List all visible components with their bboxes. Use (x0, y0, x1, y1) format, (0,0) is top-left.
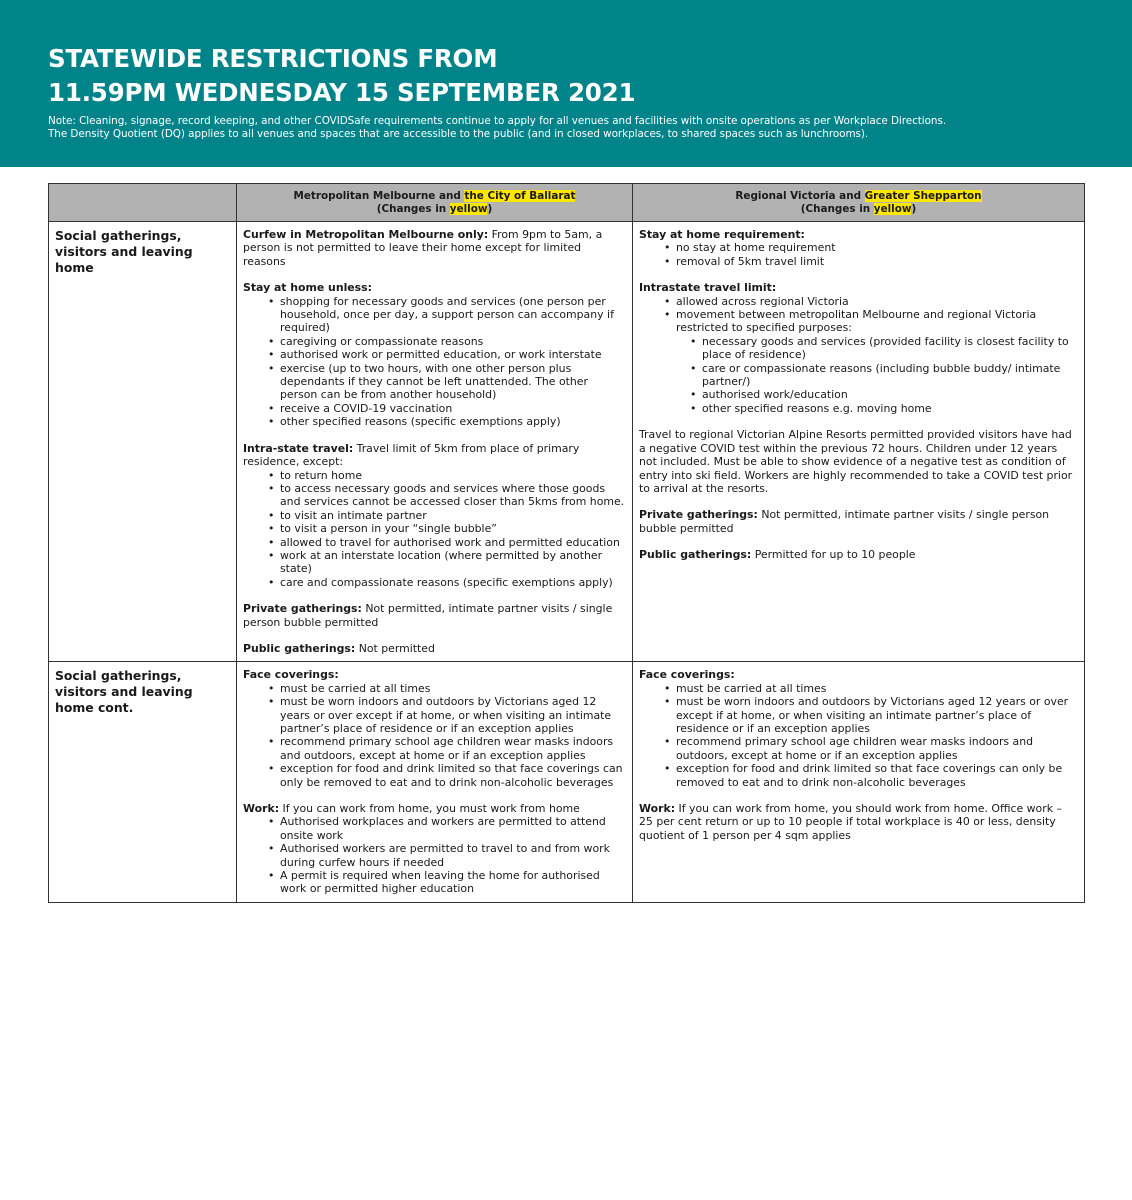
private-gatherings-section: Private gatherings: Not permitted, intimate partner visits / single person bubble permitted (639, 508, 1050, 535)
list-item: • recommend primary school age children wear masks indoors and outdoors, except at home or if an exception applies (268, 735, 626, 762)
list-item: • to visit a person in your “single bubble” (268, 522, 626, 535)
highlight: the City of Ballarat (464, 189, 576, 202)
list-item: • allowed to travel for authorised work and permitted education (268, 536, 626, 549)
list-item: • care and compassionate reasons (specific exemptions apply) (268, 576, 626, 589)
list-item: • authorised work/education (690, 388, 1078, 401)
list-item: • shopping for necessary goods and services (one person per household, once per day, a support person can accompany if required) (268, 295, 626, 335)
list-item: • necessary goods and services (provided facility is closest facility to place of residence) (690, 335, 1078, 362)
corner-cell (49, 184, 237, 222)
public-gatherings-section: Public gatherings: Not permitted (243, 641, 435, 655)
list-item: • care or compassionate reasons (including bubble buddy/ intimate partner/) (690, 362, 1078, 389)
title-line-1: STATEWIDE RESTRICTIONS FROM (48, 44, 498, 73)
stay-at-home-section: Stay at home unless: • shopping for necessary goods and services (one person per household, once per day, a support person can accompany if required) • caregiving or compassionate reasons • authorised work or permitted education, or work interstate • exercise (up to two hours, with one other person plus dependants if they cannot be left unattended. The other person can be from another household) • receive a COVID-19 vaccination • other specified reasons (specific exemptions apply) (243, 281, 626, 428)
list-item: • to visit an intimate partner (268, 509, 626, 522)
list-item: • must be carried at all times (664, 682, 1078, 695)
list-item: • removal of 5km travel limit (664, 255, 1078, 268)
list-item: • allowed across regional Victoria (664, 295, 1078, 308)
column-header-metro: Metropolitan Melbourne and the City of Ballarat (Changes in yellow) (237, 184, 633, 222)
header-banner (0, 0, 1132, 167)
metro-cell (237, 222, 633, 662)
regional-cell (633, 222, 1085, 662)
intrastate-travel-section: Intra-state travel: Travel limit of 5km from place of primary residence, except: • to return home • to access necessary goods and services where those goods and services cannot be accessed closer than 5kms from home. • to visit an intimate partner • to visit a person in your “single bubble” • allowed to travel for authorised work and permitted education • work at an interstate location (where permitted by another state) • care and compassionate reasons (specific exemptions apply) (243, 442, 626, 589)
list-item: • must be worn indoors and outdoors by Victorians aged 12 years or over except if at home, or when visiting an intimate partner’s place of residence or if an exception applies (268, 695, 626, 735)
list-item: • must be carried at all times (268, 682, 626, 695)
highlight: yellow (873, 202, 912, 215)
list-item: • no stay at home requirement (664, 241, 1078, 254)
column-header-regional: Regional Victoria and Greater Shepparton (Changes in yellow) (633, 184, 1085, 222)
list-item: • exception for food and drink limited so that face coverings can only be removed to eat and to drink non-alcoholic beverages (268, 762, 626, 789)
list-item: • other specified reasons (specific exemptions apply) (268, 415, 626, 428)
curfew-section: Curfew in Metropolitan Melbourne only: From 9pm to 5am, a person is not permitted to leave their home except for limited reasons (243, 228, 603, 268)
list-item: • to access necessary goods and services where those goods and services cannot be accessed closer than 5kms from home. (268, 482, 626, 509)
work-section: Work: If you can work from home, you must work from home • Authorised workplaces and workers are permitted to attend onsite work • Authorised workers are permitted to travel to and from work during curfew hours if needed • A permit is required when leaving the home for authorised work or permitted higher education (243, 802, 626, 896)
list-item: • receive a COVID-19 vaccination (268, 402, 626, 415)
highlight: Greater Shepparton (864, 189, 982, 202)
alpine-resorts-text: Travel to regional Victorian Alpine Resorts permitted provided visitors have had a negative COVID test within the previous 72 hours. Children under 12 years not included. Must be able to show evidence of a negative test as condition of entry into ski field. Workers are highly recommended to take a COVID test prior to arrival at the resorts. (639, 428, 1073, 495)
list-item: • work at an interstate location (where permitted by another state) (268, 549, 626, 576)
highlight: yellow (449, 202, 488, 215)
work-section: Work: If you can work from home, you should work from home. Office work – 25 per cent return or up to 10 people if total workplace is 40 or less, density quotient of 1 person per 4 sqm applies (639, 802, 1062, 842)
intrastate-travel-section: Intrastate travel limit: • allowed across regional Victoria • movement between metropolitan Melbourne and regional Victoria restricted to specified purposes: • necessary goods and services (provided facility is closest facility to place of residence) • care or compassionate reasons (including bubble buddy/ intimate partner/) • authorised work/education • other specified reasons e.g. moving home (639, 281, 1078, 415)
header-note: Note: Cleaning, signage, record keeping, and other COVIDSafe requirements continue to apply for all venues and facilities with onsite operations as per Workplace Directions. The Density Quotient (DQ) applies to all venues and spaces that are accessible to the public (and in closed workplaces, to shared spaces such as lunchrooms). (48, 115, 947, 141)
table-row (49, 222, 1085, 662)
list-item: • Authorised workers are permitted to travel to and from work during curfew hours if needed (268, 842, 626, 869)
list-item: • exception for food and drink limited so that face coverings can only be removed to eat and to drink non-alcoholic beverages (664, 762, 1078, 789)
row-label: Social gatherings, visitors and leaving home (49, 222, 237, 662)
face-coverings-section: Face coverings: • must be carried at all times • must be worn indoors and outdoors by Victorians aged 12 years or over except if at home, or when visiting an intimate partner’s place of residence or if an exception applies • recommend primary school age children wear masks indoors and outdoors, except at home or if an exception applies • exception for food and drink limited so that face coverings can only be removed to eat and to drink non-alcoholic beverages (639, 668, 1078, 789)
row-label: Social gatherings, visitors and leaving home cont. (49, 662, 237, 903)
list-item: • movement between metropolitan Melbourne and regional Victoria restricted to specified purposes: • necessary goods and services (provided facility is closest facility to place of residence) • care or compassionate reasons (including bubble buddy/ intimate partner/) • authorised work/education • other specified reasons e.g. moving home (664, 308, 1078, 415)
table-row (49, 662, 1085, 903)
regional-cell (633, 662, 1085, 903)
list-item: • Authorised workplaces and workers are permitted to attend onsite work (268, 815, 626, 842)
table-header-row (49, 184, 1085, 222)
list-item: • must be worn indoors and outdoors by Victorians aged 12 years or over except if at home, or when visiting an intimate partner’s place of residence or if an exception applies (664, 695, 1078, 735)
restrictions-table (48, 183, 1085, 903)
list-item: • A permit is required when leaving the home for authorised work or permitted higher education (268, 869, 626, 896)
list-item: • to return home (268, 469, 626, 482)
list-item: • exercise (up to two hours, with one other person plus dependants if they cannot be left unattended. The other person can be from another household) (268, 362, 626, 402)
face-coverings-section: Face coverings: • must be carried at all times • must be worn indoors and outdoors by Victorians aged 12 years or over except if at home, or when visiting an intimate partner’s place of residence or if an exception applies • recommend primary school age children wear masks indoors and outdoors, except at home or if an exception applies • exception for food and drink limited so that face coverings can only be removed to eat and to drink non-alcoholic beverages (243, 668, 626, 789)
list-item: • authorised work or permitted education, or work interstate (268, 348, 626, 361)
metro-cell (237, 662, 633, 903)
public-gatherings-section: Public gatherings: Permitted for up to 10 people (639, 548, 916, 562)
page-title (48, 42, 1084, 110)
list-item: • recommend primary school age children wear masks indoors and outdoors, except at home or if an exception applies (664, 735, 1078, 762)
stay-at-home-section: Stay at home requirement: • no stay at home requirement • removal of 5km travel limit (639, 228, 1078, 268)
title-line-2: 11.59PM WEDNESDAY 15 SEPTEMBER 2021 (48, 78, 636, 107)
private-gatherings-section: Private gatherings: Not permitted, intimate partner visits / single person bubble permitted (243, 602, 613, 629)
list-item: • caregiving or compassionate reasons (268, 335, 626, 348)
list-item: • other specified reasons e.g. moving home (690, 402, 1078, 415)
